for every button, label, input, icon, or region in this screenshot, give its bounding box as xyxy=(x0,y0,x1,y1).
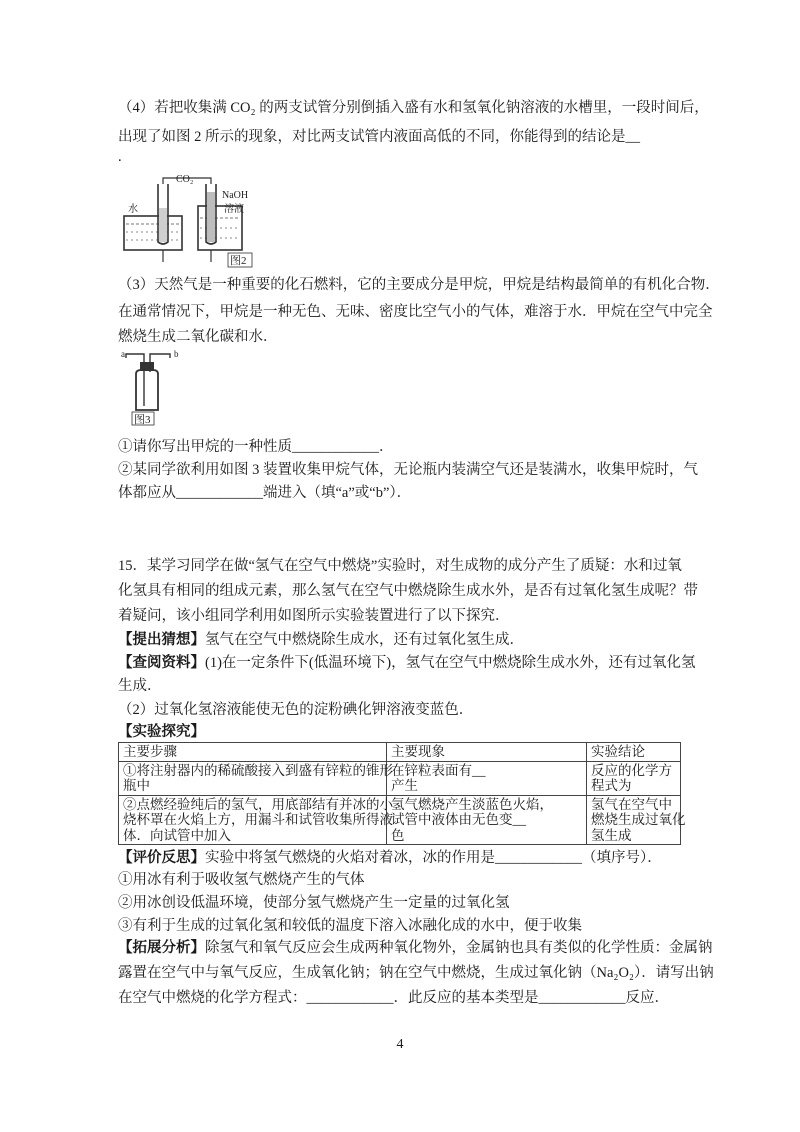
hypothesis-heading: 【提出猜想】 xyxy=(118,632,205,648)
table-cell-conclusion: 氢气在空气中 燃烧生成过氧化 氢生成 xyxy=(587,795,681,845)
table-header-cell: 主要步骤 xyxy=(119,743,387,762)
figure-2-diagram xyxy=(118,170,258,270)
q4-line-1: （4）若把收集满 CO₂ 的两支试管分别倒插入盛有水和氢氧化钠溶液的水槽里，一段时间后， xyxy=(118,100,709,116)
extension-line-3: 在空气中燃烧的化学方程式：____________．此反应的基本类型是____________反应． xyxy=(118,990,669,1006)
q15-research-item-2: （2）过氧化氢溶液能使无色的淀粉碘化钾溶液变蓝色． xyxy=(118,702,474,718)
q15-intro-line-2: 化氢具有相同的组成元素，那么氢气在空气中燃烧除生成水外，是否有过氧化氢生成呢？带 xyxy=(118,583,698,599)
page-number: 4 xyxy=(396,1037,404,1052)
figure-2-caption: 图2 xyxy=(230,255,247,267)
extension-heading: 【拓展分析】 xyxy=(118,940,205,956)
reflection-option-3: ③有利于生成的过氧化氢和较低的温度下溶入冰融化成的水中，便于收集 xyxy=(118,918,582,934)
extension-line-2: 露置在空气中与氧气反应，生成氧化钠；钠在空气中燃烧，生成过氧化钠（Na₂O₂）．请写出钠 xyxy=(118,965,714,981)
q15-intro-line-3: 着疑问，该小组同学利用如图所示实验装置进行了以下探究． xyxy=(118,608,510,624)
q15-intro-line-1: 15．某学习同学在做“氢气在空气中燃烧”实验时，对生成物的成分产生了质疑：水和过氧 xyxy=(118,558,682,574)
table-header-row xyxy=(119,743,681,762)
q15-research-cont: 生成． xyxy=(118,678,162,694)
reflection-option-1: ①用冰有利于吸收氢气燃烧产生的气体 xyxy=(118,872,365,888)
figure-2-reagent-label: NaOH xyxy=(222,190,249,201)
reflection-option-2: ②用冰创设低温环境，使部分氢气燃烧产生一定量的过氧化氢 xyxy=(118,895,510,911)
table-cell-conclusion: 反应的化学方 程式为 xyxy=(587,761,681,795)
figure-3-port-b: b xyxy=(174,349,179,359)
q4-line-2: 出现了如图 2 所示的现象，对比两支试管内液面高低的不同，你能得到的结论是__ xyxy=(118,129,640,145)
experiment-heading: 【实验探究】 xyxy=(118,724,205,740)
hypothesis-text: 氢气在空气中燃烧除生成水，还有过氧化氢生成． xyxy=(205,632,524,648)
figure-3-port-a: a xyxy=(121,349,125,359)
q15-research xyxy=(118,654,696,672)
q3-line-1: （3）天然气是一种重要的化石燃料，它的主要成分是甲烷，甲烷是结构最简单的有机化合物． xyxy=(118,277,720,293)
q3-line-2: 在通常情况下，甲烷是一种无色、无味、密度比空气小的气体，难溶于水．甲烷在空气中完全 xyxy=(118,304,713,320)
figure-2-reagent-label-2: 溶液 xyxy=(224,204,244,215)
q3-sub-2-line-1: ②某同学欲利用如图 3 装置收集甲烷气体，无论瓶内装满空气还是装满水，收集甲烷时，气 xyxy=(118,462,698,478)
table-cell-step: ②点燃经验纯后的氢气，用底部结有并冰的小 烧杯罩在火焰上方，用漏斗和试管收集所得液 体．向试管中加入 xyxy=(119,795,387,845)
q15-reflection xyxy=(118,849,662,867)
q3-line-3: 燃烧生成二氧化碳和水． xyxy=(118,329,278,345)
figure-2-gas-label: CO₂ xyxy=(176,174,194,185)
table-cell-phenomenon: 氢气燃烧产生淡蓝色火焰， 试管中液体由无色变__ 色 xyxy=(387,795,587,845)
reflection-heading: 【评价反思】 xyxy=(118,850,205,866)
table-row xyxy=(119,761,681,795)
table-header-cell: 主要现象 xyxy=(387,743,587,762)
figure-3-gas-bottle xyxy=(118,348,188,426)
table-header-cell: 实验结论 xyxy=(587,743,681,762)
reflection-text: 实验中将氢气燃烧的火焰对着冰，冰的作用是____________（填序号）． xyxy=(205,850,662,866)
q3-sub-2-line-2: 体都应从____________端进入（填“a”或“b”）． xyxy=(118,485,412,501)
q15-extension xyxy=(118,939,713,957)
figure-2-water-label: 水 xyxy=(128,204,138,215)
table-cell-phenomenon: 在锌粒表面有__ 产生 xyxy=(387,761,587,795)
q4-line-3: . xyxy=(118,149,122,165)
research-heading: 【查阅资料】 xyxy=(118,655,205,671)
figure-3-caption: 图3 xyxy=(134,414,151,426)
table-row xyxy=(119,795,681,845)
extension-text: 除氢气和氧气反应会生成两种氧化物外，金属钠也具有类似的化学性质：金属钠 xyxy=(205,940,713,956)
research-text: (1)在一定条件下(低温环境下)，氢气在空气中燃烧除生成水外，还有过氧化氢 xyxy=(205,655,696,671)
q15-hypothesis xyxy=(118,631,524,649)
q3-sub-1: ①请你写出甲烷的一种性质____________． xyxy=(118,439,394,455)
experiment-table xyxy=(118,742,686,845)
table-cell-step: ①将注射器内的稀硫酸接入到盛有锌粒的锥形 瓶中 xyxy=(119,761,387,795)
